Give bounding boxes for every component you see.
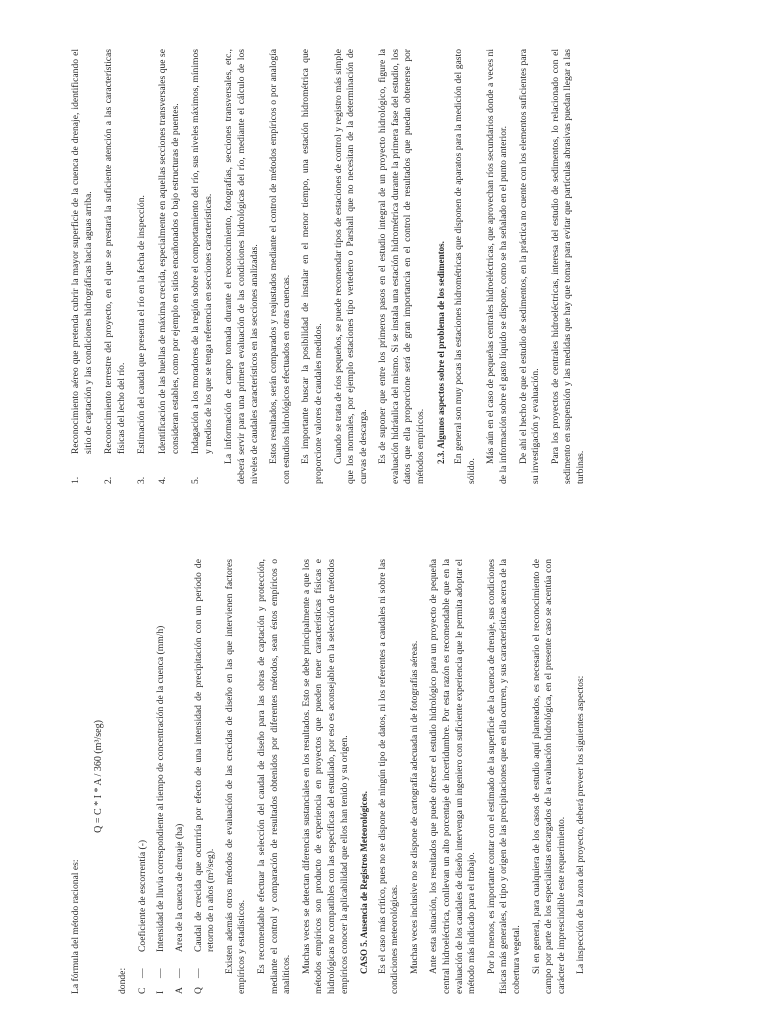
list-number: 5. [190,476,202,484]
list-number: 2. [103,476,115,484]
rational-method-formula: Q = C * I * A / 360 (m³/seg) [92,720,104,833]
definition-c [137,559,150,994]
paragraph: En general son muy pocas las estaciones hidrométricas que disponen de aparatos para la medición del gasto sólido. [453,49,477,484]
definition-dash: — [155,968,167,978]
section-heading-2-3: 2.3. Algunos aspectos sobre el problema de los sedimentos. [435,241,446,464]
paragraph: Para los proyectos de centrales hidroeléctricas, interesa del estudio de sedimentos, lo relacionado con el sedimento en suspensión y las medidas que hay que tomar para evitar que partículas abrasivas puedan llegar a las turbinas. [549,49,586,484]
list-text: Estimación del caudal que presenta el río en la fecha de inspección. [136,195,148,454]
paragraph: Ante esta situación, los resultados que puede ofrecer el estudio hidrológico para un proyecto de pequeña central hidroeléctrica, conllevan un alto porcentaje de incertidumbre. Por esta razón es recomendable que en la evaluación de los caudales de diseño intervenga un ingeniero con suficiente experiencia que le permita adoptar el método más indicado para el trabajo. [428,559,478,994]
definition-text: Coeficiente de escorrentía (-) [136,839,148,952]
list-text: Indagación a los moradores de la región sobre el comportamiento del río, sus niveles máximos, mínimos y medios de los que se tenga referencia en secciones características. [190,49,214,454]
paragraph: Si en general, para cualquiera de los casos de estudio aquí planteados, es necesario el reconocimiento de campo por parte de los especialistas encargados de la evaluación hidrológica, en el presente caso se acentúa con carácter de imprescindible este requerimiento. [530,559,567,994]
paragraph: Es recomendable efectuar la selección del caudal de diseño para las obras de captación y protección, mediante el control y comparación de resultados obtenidos por diferentes métodos, sean éstos empíricos o analíticos. [255,559,293,994]
paragraph: Cuando se trata de ríos pequeños, se puede recomendar tipos de estaciones de control y registro más simple que los normales, por ejemplo estaciones tipo vertedero o Parshall que no necesitan de la determinación de curvas de descarga. [332,49,369,484]
list-item [70,49,95,484]
list-text: Reconocimiento aéreo que pretenda cubrir la mayor superficie de la cuenca de drenaje, identificando el sitio de captación y las condiciones hidrográficas hacia aguas arriba. [70,49,94,454]
definition-text: Intensidad de lluvia correspondiente al tiempo de concentración de la cuenca (mm/h) [155,625,167,952]
left-column [70,559,595,994]
paragraph: Es importante buscar la posibilidad de instalar en el menor tiempo, una estación hidrométrica que proporcione valores de caudales medidos. [300,49,324,484]
list-item [157,49,182,484]
paragraph: La inspección de la zona del proyecto, deberá preveer los siguientes aspectos: [575,675,587,974]
definition-dash: — [173,968,185,978]
list-text: Reconocimiento terrestre del proyecto, en el que se prestará la suficiente atención a las características físicas del lecho del río. [103,49,127,454]
definition-text: Area de la cuenca de drenaje (ha) [173,823,185,952]
paragraph: La información de campo tomada durante el reconocimiento, fotografías, secciones transversales, etc., deberá servir para una primera evaluación de las condiciones hidrológicas del río, mediante el cálculo de los niveles de caudales característicos en las secciones analizadas. [223,49,260,484]
definition-dash: — [192,968,204,978]
paragraph: Muchas veces se detectan diferencias sustanciales en los resultados. Esto se debe principalmente a que los métodos empíricos son producto de experiencia en proyectos que pueden tener características físicas e hidrológicas no compatibles con las específicas del estudiado, por eso es aconsejable en la selección de métodos empíricos conocer la aplicabilidad que ellos han tenido y su origen. [300,559,350,994]
definition-text: Caudal de crecida que ocurriría por efecto de una intensidad de precipitación con un período de retorno de n años (m³/seg). [192,559,217,952]
list-text: Identificación de las huellas de máxima crecida, especialmente en aquellas secciones transversales que se consideran estables, como por ejemplo en sitios encañonados o bajo estructuras de puentes. [156,49,181,454]
definition-symbol: C [136,987,148,994]
right-column [70,49,595,484]
donde-label: donde: [117,967,129,994]
list-number: 1. [70,476,81,484]
paragraph: De ahí el hecho de que el estudio de sedimentos, en la práctica no cuente con los elementos suficientes para su investigación y evaluación. [517,49,542,484]
definition-dash: — [136,968,148,978]
list-item [103,49,128,484]
paragraph: Es de suponer que entre los primeros pasos en el estudio integral de un proyecto hidrológico, figure la evaluación hidráulica del mismo. Si se instala una estación hidrométrica durante la primera fase del estudio, los datos que ella proporcione será de gran importancia en el control de resultados que puedan obtenerse por métodos empíricos. [377,49,427,484]
list-number: 3. [136,476,148,484]
definition-symbol: Q [192,987,204,994]
definition-i [155,559,168,994]
definition-symbol: I [155,990,167,994]
paragraph: Por lo menos, es importante contar con el estimado de la superficie de la cuenca de drenaje, sus condiciones físicas más generales, el tipo y origen de las precipitaciones que en ella ocurren, y sus características acerca de la cobertura vegetal. [485,559,523,994]
formula-intro: La fórmula del método racional es: [70,859,81,994]
section-heading-caso-5: CASO 5. Ausencia de Registros Meteorológicos. [359,791,370,974]
paragraph: Estos resultados, serán comparados y reajustados mediante el control de métodos empíricos o por analogía con estudios hidrológicos efectuados en otras cuencas. [268,49,292,484]
list-item [136,49,149,484]
paragraph: Es el caso más crítico, pues no se dispone de ningún tipo de datos, ni los referentes a caudales ni sobre las condiciones meteorológicas. [376,559,401,994]
list-number: 4. [156,476,168,484]
definition-a [174,559,187,994]
paragraph: Muchas veces inclusive no se dispone de cartografía adecuada ni de fotografías aéreas. [408,640,420,974]
definition-q [193,559,218,994]
list-item [190,49,215,484]
paragraph: Existen además otros métodos de evaluación de las crecidas de diseño en las que intervienen factores empíricos y estadísticos. [223,559,248,994]
definition-symbol: A [173,987,185,994]
paragraph: Más aún en el caso de pequeñas centrales hidroeléctricas, que aprovechan ríos secundarios donde a veces ni de la información sobre el gasto líquido se dispone, como se ha señalado en el punto anterior. [485,49,510,484]
